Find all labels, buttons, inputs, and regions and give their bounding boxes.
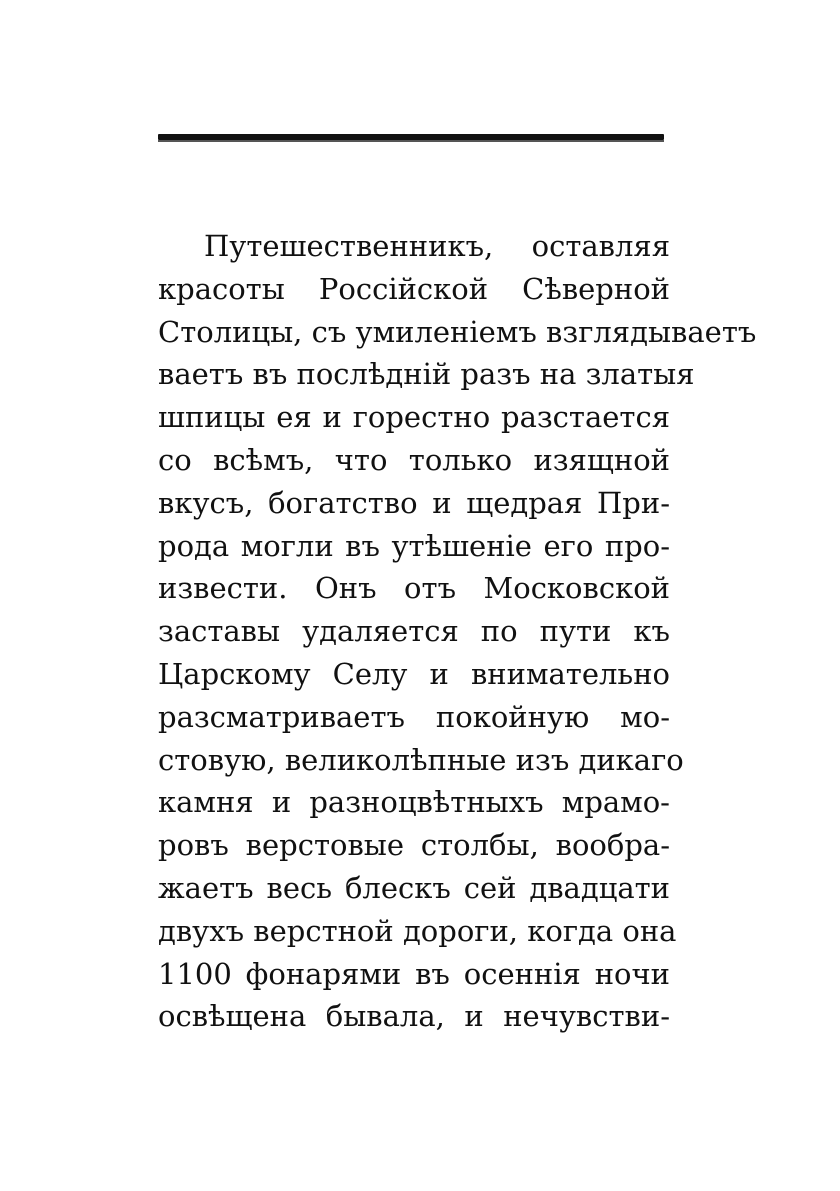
text-line: стовую, великолѣпные изъ дикаго [158, 742, 684, 777]
text-line: вкусъ, богатство и щедрая При- [158, 485, 670, 520]
text-line: разсматриваетъ покойную мо- [158, 699, 670, 734]
text-line: шпицы ея и горестно разстается [158, 400, 670, 435]
text-line: ваетъ въ послѣдній разъ на златыя [158, 357, 695, 392]
text-line: извести. Онъ отъ Московской [158, 571, 670, 606]
text-line: рода могли въ утѣшеніе его про- [158, 528, 670, 563]
text-line: заставы удаляется по пути къ [158, 614, 670, 649]
text-line: жаетъ весь блескъ сей двадцати [158, 870, 670, 905]
text-line: со всѣмъ, что только изящной [158, 442, 670, 477]
body-text [158, 225, 757, 1038]
header-rule [158, 134, 664, 140]
text-line: камня и разноцвѣтныхъ мрамо- [158, 785, 670, 820]
text-line: Царскому Селу и внимательно [158, 656, 670, 691]
text-line: Столицы, съ умиленіемъ взглядываетъ [158, 314, 757, 349]
text-line: 1100 фонарями въ осеннія ночи [158, 956, 670, 991]
text-line: красоты Россійской Сѣверной [158, 271, 670, 306]
text-line: двухъ верстной дороги, когда она [158, 913, 677, 948]
text-line: освѣщена бывала, и нечувстви- [158, 999, 670, 1034]
text-line: Путешественникъ, оставляя [204, 229, 670, 263]
text-line: ровъ верстовые столбы, вообра- [158, 828, 670, 863]
